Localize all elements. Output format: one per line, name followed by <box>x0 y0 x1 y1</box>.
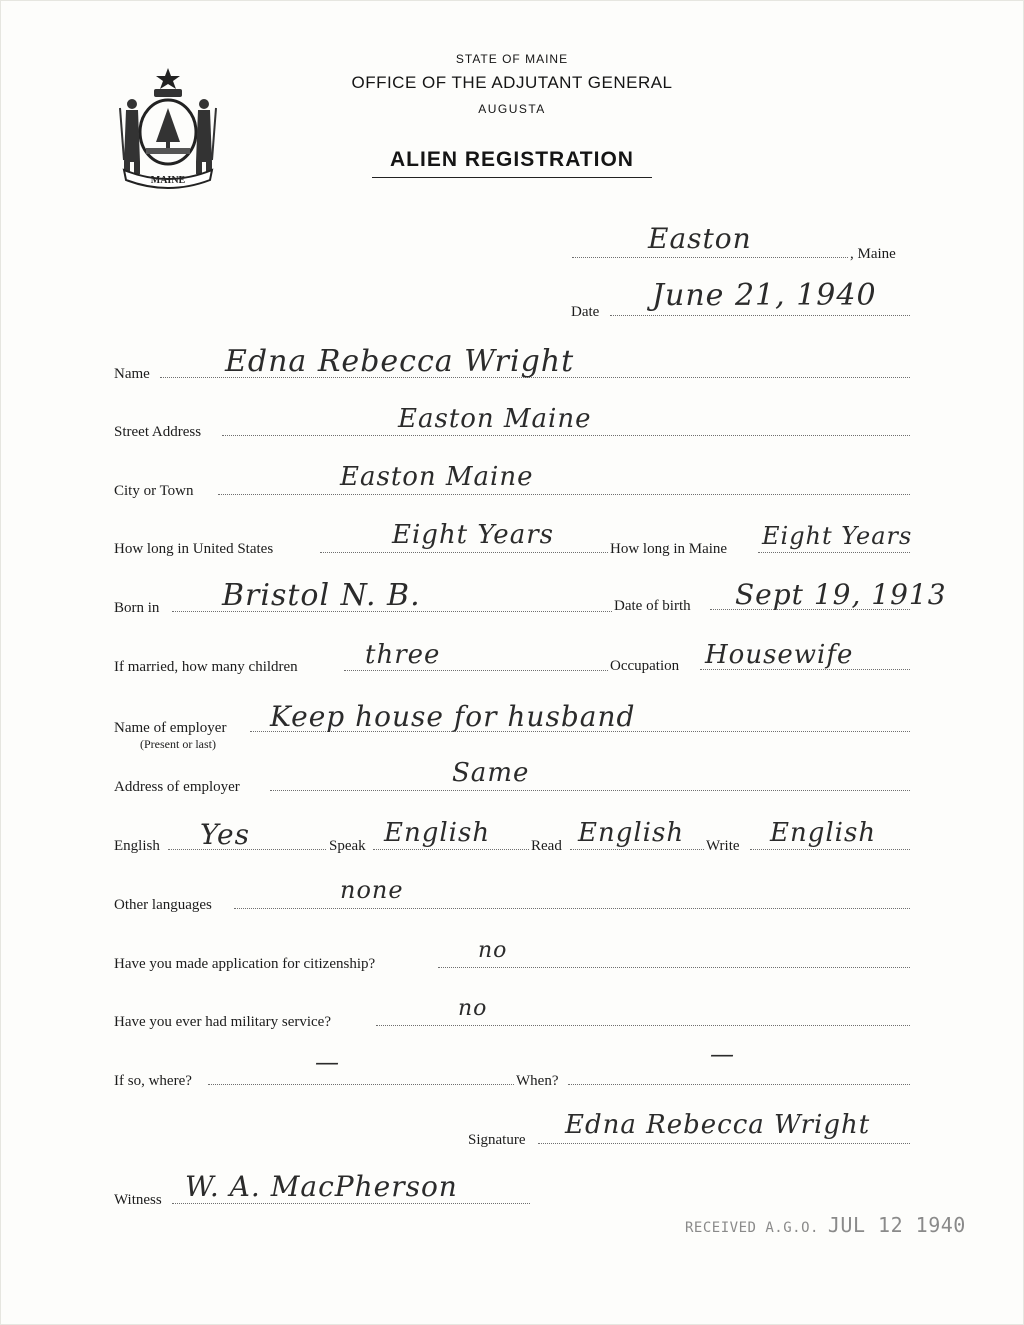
us-line <box>320 552 608 553</box>
date-line <box>610 315 910 316</box>
employer-label: Name of employer <box>114 720 227 736</box>
military-line <box>376 1025 910 1026</box>
read-value[interactable]: English <box>578 818 685 848</box>
when-value[interactable]: — <box>710 1040 735 1068</box>
maine-line <box>758 552 910 553</box>
other-languages-line <box>234 908 910 909</box>
received-stamp-text: RECEIVED A.G.O. <box>685 1220 819 1236</box>
maine-value[interactable]: Eight Years <box>762 522 913 550</box>
children-value[interactable]: three <box>365 640 441 670</box>
write-line <box>750 849 910 850</box>
other-languages-value[interactable]: none <box>340 876 404 904</box>
title-underline <box>372 177 652 178</box>
name-label: Name <box>114 366 150 382</box>
received-stamp-date: JUL 12 1940 <box>827 1213 966 1237</box>
children-label: If married, how many children <box>114 659 298 675</box>
employer-sublabel: (Present or last) <box>140 737 216 751</box>
children-line <box>344 670 608 671</box>
speak-label: Speak <box>329 838 366 854</box>
citizenship-label: Have you made application for citizenship? <box>114 956 376 972</box>
english-value[interactable]: Yes <box>200 818 250 851</box>
city-label: City or Town <box>114 483 194 499</box>
town-line <box>572 257 848 258</box>
write-label: Write <box>706 838 740 854</box>
name-value[interactable]: Edna Rebecca Wright <box>225 344 575 379</box>
us-value[interactable]: Eight Years <box>392 520 554 550</box>
header-city: AUGUSTA <box>478 102 546 116</box>
date-label: Date <box>571 304 600 320</box>
where-line <box>208 1084 514 1085</box>
town-value[interactable]: Easton <box>648 222 752 255</box>
where-label: If so, where? <box>114 1073 192 1089</box>
employer-value[interactable]: Keep house for husband <box>270 700 636 733</box>
other-languages-label: Other languages <box>114 897 212 913</box>
city-line <box>218 494 910 495</box>
seal-ribbon-text: MAINE <box>150 175 186 186</box>
witness-value[interactable]: W. A. MacPherson <box>185 1170 458 1203</box>
write-value[interactable]: English <box>770 818 877 848</box>
date-value[interactable]: June 21, 1940 <box>652 278 877 313</box>
citizenship-line <box>438 967 910 968</box>
signature-value[interactable]: Edna Rebecca Wright <box>565 1110 871 1140</box>
military-value[interactable]: no <box>458 996 488 1021</box>
witness-line <box>172 1203 530 1204</box>
occupation-value[interactable]: Housewife <box>705 640 854 670</box>
header-office: OFFICE OF THE ADJUTANT GENERAL <box>351 73 673 92</box>
maine-label: How long in Maine <box>610 541 728 557</box>
occupation-label: Occupation <box>610 658 680 674</box>
when-label: When? <box>516 1073 559 1089</box>
read-label: Read <box>531 838 562 854</box>
received-stamp <box>685 1213 966 1237</box>
where-value[interactable]: — <box>315 1048 340 1076</box>
town-suffix-label: , Maine <box>850 246 896 262</box>
born-label: Born in <box>114 600 160 616</box>
dob-label: Date of birth <box>614 598 691 614</box>
employer-address-value[interactable]: Same <box>452 758 530 788</box>
read-line <box>570 849 704 850</box>
speak-line <box>373 849 529 850</box>
speak-value[interactable]: English <box>384 818 491 848</box>
city-value[interactable]: Easton Maine <box>340 462 534 492</box>
born-value[interactable]: Bristol N. B. <box>222 578 421 613</box>
when-line <box>568 1084 910 1085</box>
street-value[interactable]: Easton Maine <box>398 404 592 434</box>
employer-address-line <box>270 790 910 791</box>
english-label: English <box>114 838 160 854</box>
military-label: Have you ever had military service? <box>114 1014 331 1030</box>
witness-label: Witness <box>114 1192 162 1208</box>
signature-label: Signature <box>468 1132 526 1148</box>
header-state: STATE OF MAINE <box>455 52 569 66</box>
form-title: ALIEN REGISTRATION <box>390 148 634 171</box>
us-label: How long in United States <box>114 541 274 557</box>
street-line <box>222 435 910 436</box>
dob-value[interactable]: Sept 19, 1913 <box>735 578 947 611</box>
signature-line <box>538 1143 910 1144</box>
citizenship-value[interactable]: no <box>478 938 508 963</box>
street-label: Street Address <box>114 424 202 440</box>
employer-address-label: Address of employer <box>114 779 240 795</box>
